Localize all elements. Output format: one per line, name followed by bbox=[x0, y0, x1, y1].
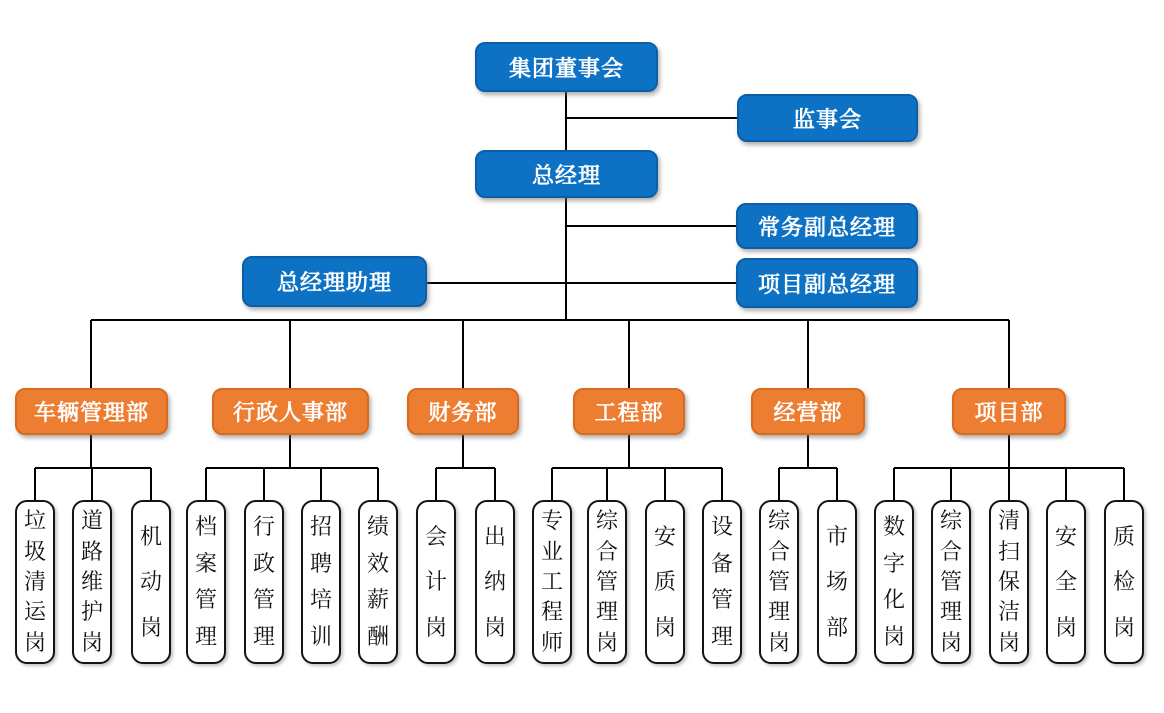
connector-line bbox=[566, 225, 736, 226]
connector-line bbox=[606, 468, 607, 500]
connector-line bbox=[90, 320, 91, 388]
node-gm-assistant: 总经理助理 bbox=[242, 256, 427, 307]
position-box bbox=[131, 500, 171, 664]
position-label: 安 全 岗 bbox=[1054, 523, 1077, 640]
connector-line bbox=[1065, 468, 1066, 500]
node-board: 集团董事会 bbox=[475, 42, 658, 92]
connector-line bbox=[807, 320, 808, 388]
connector-line bbox=[436, 467, 495, 468]
position-label: 数 字 化 岗 bbox=[882, 514, 905, 649]
position-box bbox=[817, 500, 857, 664]
connector-line bbox=[494, 468, 495, 500]
connector-line bbox=[320, 468, 321, 500]
position-label: 道 路 维 护 岗 bbox=[80, 508, 103, 655]
position-box bbox=[358, 500, 398, 664]
node-exec-deputy-gm: 常务副总经理 bbox=[736, 203, 918, 249]
dept-operations: 经营部 bbox=[751, 388, 865, 435]
position-box bbox=[989, 500, 1029, 664]
connector-line bbox=[263, 468, 264, 500]
position-box bbox=[874, 500, 914, 664]
connector-line bbox=[35, 467, 151, 468]
connector-line bbox=[1008, 435, 1009, 468]
connector-line bbox=[836, 468, 837, 500]
position-box bbox=[759, 500, 799, 664]
dept-finance: 财务部 bbox=[407, 388, 519, 435]
dept-vehicle-management: 车辆管理部 bbox=[15, 388, 168, 435]
position-label: 出 纳 岗 bbox=[483, 523, 506, 640]
position-label: 市 场 部 bbox=[825, 523, 848, 640]
position-label: 专 业 工 程 师 bbox=[540, 508, 563, 655]
connector-line bbox=[427, 282, 736, 283]
connector-line bbox=[778, 468, 779, 500]
connector-line bbox=[150, 468, 151, 500]
position-box bbox=[587, 500, 627, 664]
position-box bbox=[1046, 500, 1086, 664]
connector-line bbox=[206, 467, 378, 468]
position-box bbox=[301, 500, 341, 664]
position-box bbox=[244, 500, 284, 664]
connector-line bbox=[1008, 320, 1009, 388]
position-box bbox=[416, 500, 456, 664]
position-label: 档 案 管 理 bbox=[194, 514, 217, 649]
connector-line bbox=[721, 468, 722, 500]
connector-line bbox=[91, 319, 1009, 320]
position-label: 行 政 管 理 bbox=[252, 514, 275, 649]
connector-line bbox=[664, 468, 665, 500]
connector-line bbox=[628, 320, 629, 388]
position-box bbox=[186, 500, 226, 664]
connector-line bbox=[566, 117, 737, 118]
connector-line bbox=[565, 92, 566, 150]
dept-admin-hr: 行政人事部 bbox=[212, 388, 369, 435]
position-label: 会 计 岗 bbox=[424, 523, 447, 640]
position-label: 机 动 岗 bbox=[139, 523, 162, 640]
node-project-deputy-gm: 项目副总经理 bbox=[736, 258, 918, 308]
connector-line bbox=[462, 435, 463, 468]
position-label: 综 合 管 理 岗 bbox=[939, 508, 962, 655]
connector-line bbox=[205, 468, 206, 500]
position-label: 绩 效 薪 酬 bbox=[366, 514, 389, 649]
connector-line bbox=[289, 435, 290, 468]
connector-line bbox=[565, 198, 566, 258]
connector-line bbox=[91, 468, 92, 500]
position-label: 垃 圾 清 运 岗 bbox=[23, 508, 46, 655]
position-box bbox=[1104, 500, 1144, 664]
position-label: 综 合 管 理 岗 bbox=[595, 508, 618, 655]
connector-line bbox=[551, 468, 552, 500]
dept-engineering: 工程部 bbox=[573, 388, 685, 435]
position-box bbox=[532, 500, 572, 664]
connector-line bbox=[1008, 468, 1009, 500]
position-box bbox=[702, 500, 742, 664]
connector-line bbox=[289, 320, 290, 388]
connector-line bbox=[950, 468, 951, 500]
position-label: 安 质 岗 bbox=[653, 523, 676, 640]
node-supervisory-board: 监事会 bbox=[737, 94, 918, 142]
connector-line bbox=[34, 468, 35, 500]
node-general-manager: 总经理 bbox=[475, 150, 658, 198]
position-box bbox=[645, 500, 685, 664]
position-box bbox=[72, 500, 112, 664]
position-label: 质 检 岗 bbox=[1112, 523, 1135, 640]
position-box bbox=[931, 500, 971, 664]
connector-line bbox=[435, 468, 436, 500]
connector-line bbox=[377, 468, 378, 500]
connector-line bbox=[90, 435, 91, 468]
dept-project: 项目部 bbox=[952, 388, 1066, 435]
position-box bbox=[475, 500, 515, 664]
connector-line bbox=[628, 435, 629, 468]
connector-line bbox=[1123, 468, 1124, 500]
position-label: 综 合 管 理 岗 bbox=[767, 508, 790, 655]
connector-line bbox=[893, 468, 894, 500]
position-box bbox=[15, 500, 55, 664]
position-label: 设 备 管 理 bbox=[710, 514, 733, 649]
position-label: 清 扫 保 洁 岗 bbox=[997, 508, 1020, 655]
connector-line bbox=[565, 256, 568, 320]
position-label: 招 聘 培 训 bbox=[309, 514, 332, 649]
connector-line bbox=[552, 467, 722, 468]
connector-line bbox=[462, 320, 463, 388]
connector-line bbox=[807, 435, 808, 468]
